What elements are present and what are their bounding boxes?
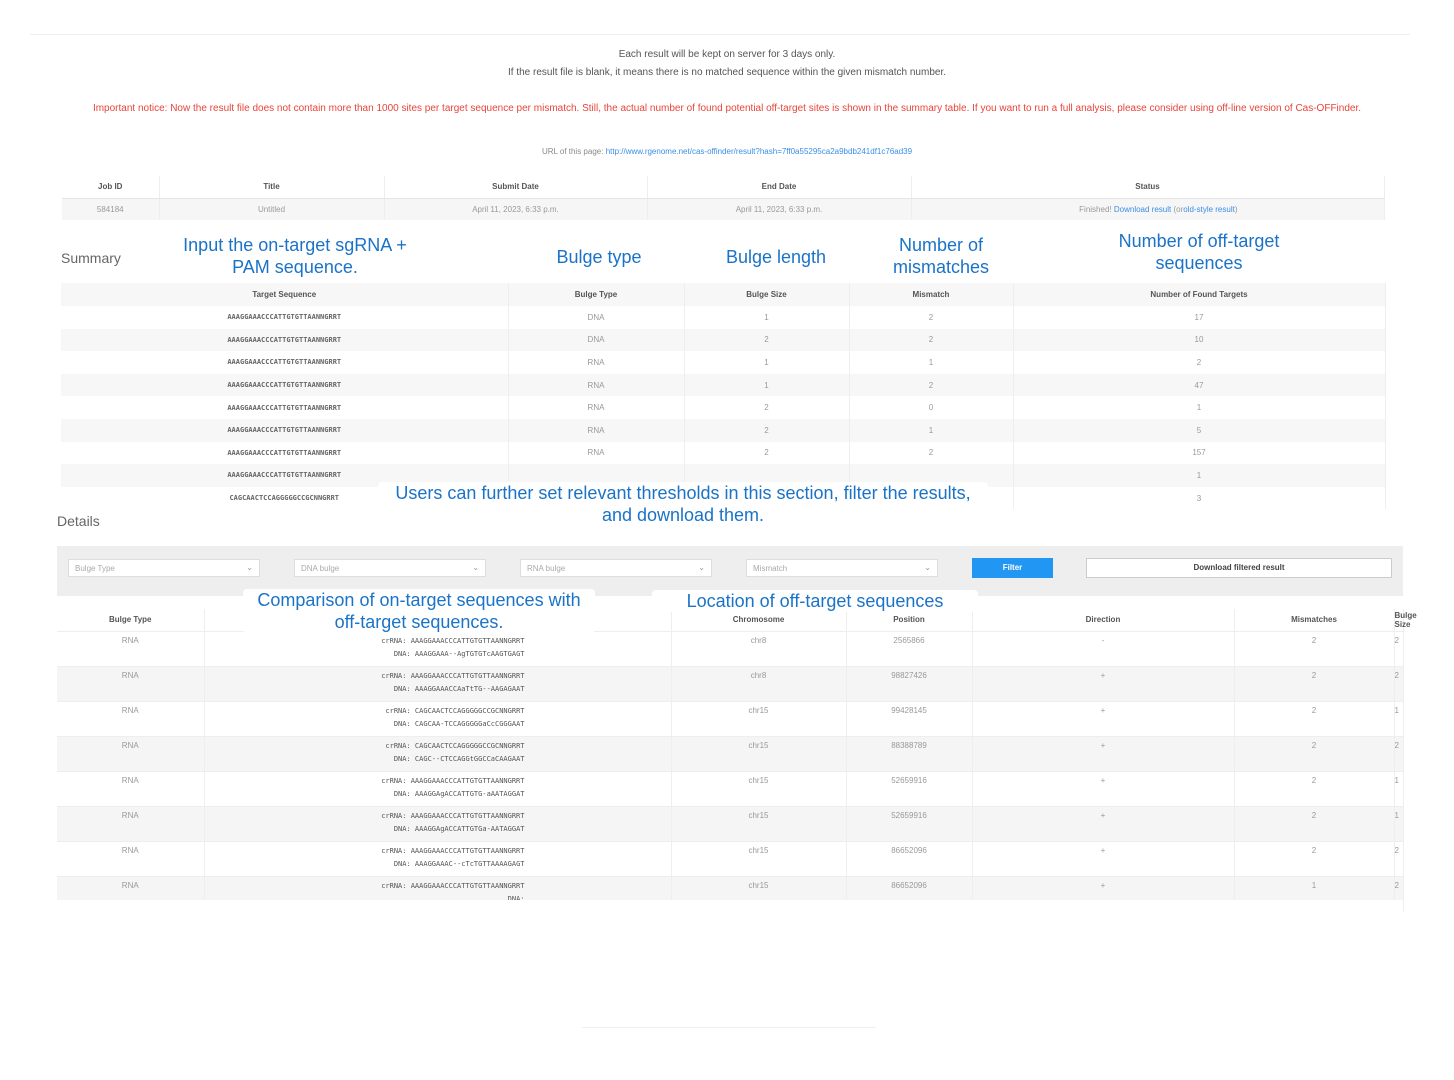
crrna-label: crRNA: — [381, 882, 407, 891]
table-row — [61, 351, 1385, 374]
annotation-bulge-type: Bulge type — [534, 246, 664, 268]
crrna-label: crRNA: — [381, 847, 407, 856]
bulge-size: 2 — [1394, 666, 1403, 701]
dna-label: DNA: — [393, 824, 411, 833]
direction-header: Direction — [972, 609, 1234, 631]
position: 99428145 — [846, 701, 972, 736]
mismatches-header: Mismatches — [1234, 609, 1394, 631]
dna-bulge-select[interactable] — [294, 559, 486, 577]
found-targets: 157 — [1013, 442, 1385, 465]
found-targets: 17 — [1013, 306, 1385, 329]
status-header: Status — [911, 176, 1384, 198]
chevron-down-icon: ⌄ — [924, 563, 931, 572]
direction: + — [972, 771, 1234, 806]
position: 2565866 — [846, 631, 972, 666]
mismatches: 1 — [1234, 877, 1394, 912]
or-text: (or — [1173, 204, 1184, 214]
direction: - — [972, 631, 1234, 666]
dna-sequence: AAAGGAAACCAaTtTG--AAGAGAAT — [414, 684, 525, 693]
position-header: Position — [846, 609, 972, 631]
crrna-line — [205, 740, 525, 753]
bulge-size: 2 — [1394, 842, 1403, 877]
bulge-size: 1 — [1394, 771, 1403, 806]
target-sequence: AAAGGAAACCCATTGTGTTAANNGRRT — [61, 374, 508, 397]
crrna-sequence: AAAGGAAACCCATTGTGTTAANNGRRT — [410, 811, 525, 820]
bulge-type: RNA — [508, 351, 684, 374]
annotation-off-target-count: Number of off-target sequences — [1074, 230, 1324, 274]
mismatch: 2 — [849, 329, 1013, 352]
mismatch-header: Mismatch — [849, 283, 1013, 306]
direction: + — [972, 736, 1234, 771]
table-row — [61, 396, 1385, 419]
dna-label: DNA: — [393, 649, 411, 658]
table-row — [57, 771, 1403, 806]
table-row — [61, 306, 1385, 329]
dna-line — [205, 718, 525, 731]
crrna-line — [205, 775, 525, 788]
sequence-alignment — [204, 701, 671, 736]
job-title: Untitled — [159, 198, 384, 220]
bulge-type: RNA — [57, 877, 204, 912]
annotation-bulge-length: Bulge length — [705, 246, 847, 268]
chromosome: chr15 — [671, 806, 846, 841]
old-style-result-link[interactable]: old-style result — [1183, 204, 1235, 214]
crrna-label: crRNA: — [385, 741, 411, 750]
status-text: Finished! — [1079, 204, 1112, 214]
dna-sequence: CAGCAA-TCCAGGGGGaCcCGGGAAT — [414, 719, 525, 728]
dna-label: DNA: — [393, 684, 411, 693]
bulge-type-header: Bulge Type — [508, 283, 684, 306]
mismatch: 2 — [849, 306, 1013, 329]
found-targets: 1 — [1013, 396, 1385, 419]
mismatch: 0 — [849, 396, 1013, 419]
table-row — [61, 419, 1385, 442]
dna-sequence: AAAGGAAA--AgTGTGTcAAGTGAGT — [414, 649, 525, 658]
bulge-type: RNA — [57, 736, 204, 771]
bulge-type-select-value: Bulge Type — [75, 564, 115, 573]
position: 86652096 — [846, 842, 972, 877]
rna-bulge-select[interactable] — [520, 559, 712, 577]
filter-button[interactable]: Filter — [972, 558, 1053, 578]
annotation-thresholds: Users can further set relevant thresholds in this section, filter the results, and download them. — [378, 482, 988, 526]
crrna-line — [205, 705, 525, 718]
bottom-divider — [582, 1027, 876, 1028]
position: 86652096 — [846, 877, 972, 912]
page-url-link[interactable]: http://www.rgenome.net/cas-offinder/result?hash=7ff0a55295ca2a9bdb241df1c76ad39 — [605, 147, 913, 156]
bulge-size: 2 — [684, 396, 849, 419]
crrna-label: crRNA: — [385, 706, 411, 715]
found-targets: 3 — [1013, 487, 1385, 510]
position: 52659916 — [846, 771, 972, 806]
bulge-type: RNA — [508, 396, 684, 419]
annotation-mismatches: Number of mismatches — [866, 234, 1016, 278]
bulge-size: 1 — [1394, 806, 1403, 841]
table-row — [57, 701, 1403, 736]
sequence-alignment — [204, 631, 671, 666]
table-row — [57, 806, 1403, 841]
dna-line — [205, 788, 525, 801]
bulge-type: DNA — [508, 306, 684, 329]
mismatches: 2 — [1234, 806, 1394, 841]
dna-sequence: AAAGGAAAC--cTcTGTTAAAAGAGT — [414, 860, 525, 869]
bulge-size: 2 — [684, 329, 849, 352]
crrna-sequence: AAAGGAAACCCATTGTGTTAANNGRRT — [410, 847, 525, 856]
found-targets: 47 — [1013, 374, 1385, 397]
bulge-type: RNA — [508, 442, 684, 465]
dna-line — [205, 858, 525, 871]
mismatches: 2 — [1234, 771, 1394, 806]
crrna-label: crRNA: — [381, 776, 407, 785]
chevron-down-icon: ⌄ — [246, 563, 253, 572]
target-sequence: AAAGGAAACCCATTGTGTTAANNGRRT — [61, 419, 508, 442]
bulge-size: 1 — [684, 374, 849, 397]
target-sequence-header: Target Sequence — [61, 283, 508, 306]
end-date-header: End Date — [647, 176, 911, 198]
table-row — [57, 631, 1403, 666]
target-sequence: AAAGGAAACCCATTGTGTTAANNGRRT — [61, 306, 508, 329]
bulge-type-header: Bulge Type — [57, 609, 204, 631]
direction: + — [972, 806, 1234, 841]
bulge-type: RNA — [57, 806, 204, 841]
bulge-size: 2 — [684, 442, 849, 465]
bulge-type: RNA — [57, 842, 204, 877]
chromosome-header: Chromosome — [671, 609, 846, 631]
chromosome: chr15 — [671, 842, 846, 877]
sequence-alignment — [204, 806, 671, 841]
mismatch: 2 — [849, 442, 1013, 465]
dna-line — [205, 683, 525, 696]
target-sequence: AAAGGAAACCCATTGTGTTAANNGRRT — [61, 351, 508, 374]
position: 88388789 — [846, 736, 972, 771]
dna-line — [205, 648, 525, 661]
crrna-line — [205, 670, 525, 683]
target-sequence: AAAGGAAACCCATTGTGTTAANNGRRT — [61, 396, 508, 419]
bulge-size: 1 — [1394, 701, 1403, 736]
mismatches: 2 — [1234, 666, 1394, 701]
dna-line — [205, 753, 525, 766]
position: 52659916 — [846, 806, 972, 841]
dna-line — [205, 823, 525, 836]
rna-bulge-select-value: RNA bulge — [527, 564, 566, 573]
mismatch: 2 — [849, 374, 1013, 397]
bulge-type: RNA — [57, 631, 204, 666]
summary-table — [61, 283, 1386, 509]
url-label: URL of this page: — [541, 147, 604, 156]
bulge-type: RNA — [57, 701, 204, 736]
crrna-sequence: AAAGGAAACCCATTGTGTTAANNGRRT — [410, 882, 525, 891]
sequence-alignment — [204, 666, 671, 701]
mismatches: 2 — [1234, 736, 1394, 771]
table-row — [57, 666, 1403, 701]
mismatches: 2 — [1234, 842, 1394, 877]
details-table — [57, 609, 1417, 912]
crrna-label: crRNA: — [381, 811, 407, 820]
bulge-size: 1 — [684, 306, 849, 329]
table-row — [61, 442, 1385, 465]
end-date: April 11, 2023, 6:33 p.m. — [647, 198, 911, 220]
dna-label: DNA: — [393, 860, 411, 869]
chevron-down-icon: ⌄ — [698, 563, 705, 572]
submit-date: April 11, 2023, 6:33 p.m. — [384, 198, 647, 220]
chevron-down-icon: ⌄ — [472, 563, 479, 572]
chromosome: chr15 — [671, 877, 846, 912]
dna-label: DNA: — [393, 754, 411, 763]
annotation-location: Location of off-target sequences — [652, 590, 978, 612]
crrna-sequence: AAAGGAAACCCATTGTGTTAANNGRRT — [410, 636, 525, 645]
bulge-type: RNA — [508, 419, 684, 442]
dna-label: DNA: — [393, 719, 411, 728]
direction: + — [972, 842, 1234, 877]
bulge-size-header: Bulge Size — [1394, 609, 1403, 631]
top-divider — [30, 34, 1410, 35]
crrna-sequence: AAAGGAAACCCATTGTGTTAANNGRRT — [410, 671, 525, 680]
important-notice: Important notice: Now the result file does not contain more than 1000 sites per target sequence per mismatch. Still, the actual number of found potential off-target sites is shown in the summary table. If you want to run a full analysis, please consider using off-line version of Cas-OFFinder. — [92, 103, 1362, 114]
target-sequence: AAAGGAAACCCATTGTGTTAANNGRRT — [61, 464, 508, 487]
bulge-size-header: Bulge Size — [684, 283, 849, 306]
title-header: Title — [159, 176, 384, 198]
sequence-alignment — [204, 771, 671, 806]
found-targets: 5 — [1013, 419, 1385, 442]
dna-bulge-select-value: DNA bulge — [301, 564, 340, 573]
page-url-line — [0, 147, 1454, 156]
position: 98827426 — [846, 666, 972, 701]
target-sequence: CAGCAACTCCAGGGGGCCGCNNGRRT — [61, 487, 508, 510]
chromosome: chr15 — [671, 771, 846, 806]
crrna-sequence: AAAGGAAACCCATTGTGTTAANNGRRT — [410, 776, 525, 785]
direction: + — [972, 877, 1234, 912]
crrna-label: crRNA: — [381, 636, 407, 645]
job-status — [911, 198, 1384, 220]
chromosome: chr8 — [671, 631, 846, 666]
annotation-comparison: Comparison of on-target sequences with off-target sequences. — [243, 589, 595, 633]
bulge-size: 2 — [1394, 736, 1403, 771]
crrna-line — [205, 880, 525, 893]
chromosome: chr15 — [671, 736, 846, 771]
table-row — [61, 374, 1385, 397]
bulge-type: RNA — [57, 771, 204, 806]
crrna-sequence: CAGCAACTCCAGGGGGCCGCNNGRRT — [414, 741, 525, 750]
direction: + — [972, 666, 1234, 701]
table-row — [61, 329, 1385, 352]
bulge-size: 2 — [1394, 631, 1403, 666]
dna-sequence: AAAGGAgACCATTGTGa-AATAGGAT — [414, 824, 525, 833]
retention-notice: Each result will be kept on server for 3 days only. — [618, 49, 836, 60]
job-table — [62, 176, 1385, 220]
sequence-alignment — [204, 842, 671, 877]
bulge-type-select[interactable] — [68, 559, 260, 577]
mismatch-select-value: Mismatch — [753, 564, 788, 573]
chromosome: chr15 — [671, 701, 846, 736]
job-id: 584184 — [62, 198, 159, 220]
sequence-alignment — [204, 736, 671, 771]
found-targets: 10 — [1013, 329, 1385, 352]
table-row — [57, 736, 1403, 771]
bulge-type: DNA — [508, 329, 684, 352]
blank-area — [57, 900, 1403, 985]
dna-label: DNA: — [393, 789, 411, 798]
mismatch: 1 — [849, 419, 1013, 442]
blank-result-notice: If the result file is blank, it means there is no matched sequence within the given mismatch number. — [508, 67, 946, 78]
job-id-header: Job ID — [62, 176, 159, 198]
mismatches: 2 — [1234, 631, 1394, 666]
close-paren: ) — [1234, 204, 1238, 214]
bulge-size: 2 — [684, 419, 849, 442]
bulge-type: RNA — [508, 374, 684, 397]
download-filtered-button[interactable]: Download filtered result — [1086, 558, 1392, 578]
dna-sequence: AAAGGAgACCATTGTG-aAATAGGAT — [414, 789, 525, 798]
summary-title: Summary — [61, 250, 121, 266]
submit-date-header: Submit Date — [384, 176, 647, 198]
chromosome: chr8 — [671, 666, 846, 701]
bulge-type: RNA — [57, 666, 204, 701]
crrna-line — [205, 845, 525, 858]
target-sequence: AAAGGAAACCCATTGTGTTAANNGRRT — [61, 329, 508, 352]
crrna-label: crRNA: — [381, 671, 407, 680]
crrna-line — [205, 635, 525, 648]
dna-sequence: CAGC--CTCCAGGtGGCCaCAAGAAT — [414, 754, 525, 763]
crrna-sequence: CAGCAACTCCAGGGGGCCGCNNGRRT — [414, 706, 525, 715]
annotation-on-target: Input the on-target sgRNA + PAM sequence. — [165, 234, 425, 278]
direction: + — [972, 701, 1234, 736]
mismatch-select[interactable] — [746, 559, 938, 577]
mismatches: 2 — [1234, 701, 1394, 736]
found-targets: 1 — [1013, 464, 1385, 487]
crrna-line — [205, 810, 525, 823]
details-title: Details — [57, 513, 100, 529]
target-sequence: AAAGGAAACCCATTGTGTTAANNGRRT — [61, 442, 508, 465]
found-targets-header: Number of Found Targets — [1013, 283, 1385, 306]
table-row — [57, 842, 1403, 877]
found-targets: 2 — [1013, 351, 1385, 374]
mismatch: 1 — [849, 351, 1013, 374]
bulge-size: 1 — [684, 351, 849, 374]
download-result-link[interactable]: Download result — [1113, 204, 1172, 214]
bulge-size: 2 — [1394, 877, 1403, 912]
